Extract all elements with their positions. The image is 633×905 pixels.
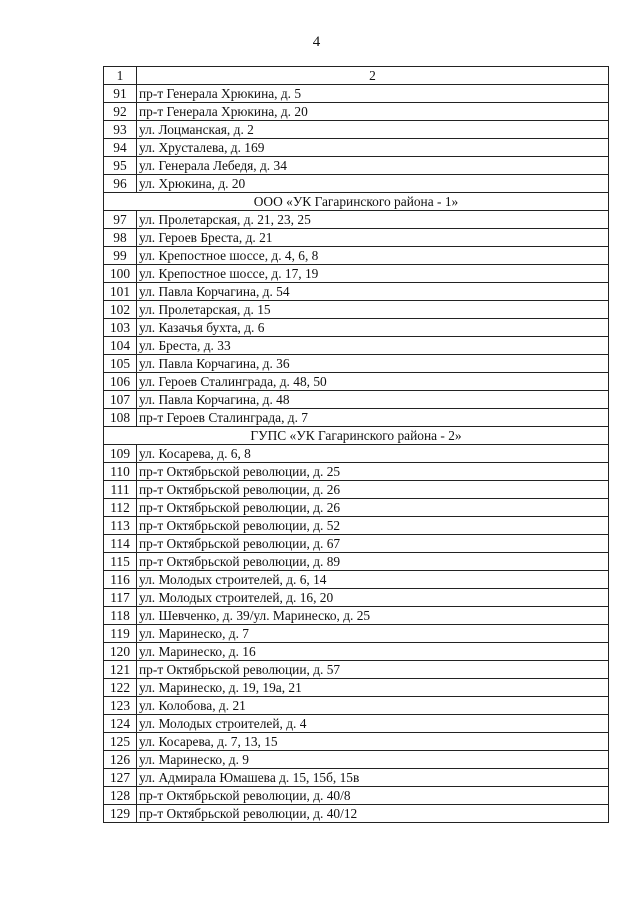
section-title: ГУПС «УК Гагаринского района - 2» bbox=[104, 427, 609, 445]
table-row bbox=[104, 625, 609, 643]
row-address: ул. Хрусталева, д. 169 bbox=[137, 139, 609, 157]
table-row bbox=[104, 553, 609, 571]
row-address: пр-т Октябрьской революции, д. 40/8 bbox=[137, 787, 609, 805]
row-number: 108 bbox=[104, 409, 137, 427]
row-address: ул. Хрюкина, д. 20 bbox=[137, 175, 609, 193]
table-row bbox=[104, 409, 609, 427]
page-number: 4 bbox=[312, 34, 321, 50]
row-number: 106 bbox=[104, 373, 137, 391]
row-number: 123 bbox=[104, 697, 137, 715]
table-row bbox=[104, 337, 609, 355]
table-row bbox=[104, 373, 609, 391]
row-number: 91 bbox=[104, 85, 137, 103]
row-number: 125 bbox=[104, 733, 137, 751]
table-row bbox=[104, 679, 609, 697]
table-body bbox=[104, 67, 609, 823]
table-row bbox=[104, 697, 609, 715]
row-number: 100 bbox=[104, 265, 137, 283]
row-address: ул. Павла Корчагина, д. 54 bbox=[137, 283, 609, 301]
row-address: пр-т Октябрьской революции, д. 52 bbox=[137, 517, 609, 535]
row-address: ул. Павла Корчагина, д. 36 bbox=[137, 355, 609, 373]
row-number: 119 bbox=[104, 625, 137, 643]
table-row bbox=[104, 247, 609, 265]
row-address: пр-т Октябрьской революции, д. 25 bbox=[137, 463, 609, 481]
row-number: 129 bbox=[104, 805, 137, 823]
table-row bbox=[104, 607, 609, 625]
table-row bbox=[104, 157, 609, 175]
table-row bbox=[104, 517, 609, 535]
table-row bbox=[104, 139, 609, 157]
table-row bbox=[104, 85, 609, 103]
row-number: 111 bbox=[104, 481, 137, 499]
row-address: ул. Маринеско, д. 9 bbox=[137, 751, 609, 769]
row-number: 120 bbox=[104, 643, 137, 661]
row-number: 97 bbox=[104, 211, 137, 229]
row-number: 118 bbox=[104, 607, 137, 625]
row-address: пр-т Генерала Хрюкина, д. 20 bbox=[137, 103, 609, 121]
table-row bbox=[104, 571, 609, 589]
row-address: пр-т Героев Сталинграда, д. 7 bbox=[137, 409, 609, 427]
row-address: ул. Пролетарская, д. 21, 23, 25 bbox=[137, 211, 609, 229]
table-row bbox=[104, 499, 609, 517]
row-address: пр-т Октябрьской революции, д. 67 bbox=[137, 535, 609, 553]
row-number: 105 bbox=[104, 355, 137, 373]
address-table bbox=[103, 66, 609, 823]
row-number: 114 bbox=[104, 535, 137, 553]
row-number: 95 bbox=[104, 157, 137, 175]
section-title: ООО «УК Гагаринского района - 1» bbox=[104, 193, 609, 211]
row-address: ул. Бреста, д. 33 bbox=[137, 337, 609, 355]
table-row bbox=[104, 787, 609, 805]
table-row bbox=[104, 175, 609, 193]
row-address: ул. Пролетарская, д. 15 bbox=[137, 301, 609, 319]
row-address: ул. Маринеско, д. 7 bbox=[137, 625, 609, 643]
table-row bbox=[104, 805, 609, 823]
row-number: 116 bbox=[104, 571, 137, 589]
row-address: ул. Маринеско, д. 19, 19а, 21 bbox=[137, 679, 609, 697]
table-row bbox=[104, 391, 609, 409]
row-address: пр-т Октябрьской революции, д. 26 bbox=[137, 499, 609, 517]
row-address: пр-т Октябрьской революции, д. 89 bbox=[137, 553, 609, 571]
row-number: 92 bbox=[104, 103, 137, 121]
row-address: ул. Шевченко, д. 39/ул. Маринеско, д. 25 bbox=[137, 607, 609, 625]
table-row bbox=[104, 733, 609, 751]
row-number: 122 bbox=[104, 679, 137, 697]
table-row bbox=[104, 463, 609, 481]
table-row bbox=[104, 121, 609, 139]
row-address: пр-т Генерала Хрюкина, д. 5 bbox=[137, 85, 609, 103]
row-number: 128 bbox=[104, 787, 137, 805]
row-address: ул. Крепостное шоссе, д. 17, 19 bbox=[137, 265, 609, 283]
table-header-row bbox=[104, 67, 609, 85]
section-header-row bbox=[104, 193, 609, 211]
table-row bbox=[104, 103, 609, 121]
row-number: 98 bbox=[104, 229, 137, 247]
header-col-1: 1 bbox=[104, 67, 137, 85]
row-number: 127 bbox=[104, 769, 137, 787]
row-address: ул. Павла Корчагина, д. 48 bbox=[137, 391, 609, 409]
row-number: 113 bbox=[104, 517, 137, 535]
table-row bbox=[104, 751, 609, 769]
row-address: ул. Молодых строителей, д. 16, 20 bbox=[137, 589, 609, 607]
row-number: 103 bbox=[104, 319, 137, 337]
row-number: 94 bbox=[104, 139, 137, 157]
row-address: ул. Генерала Лебедя, д. 34 bbox=[137, 157, 609, 175]
table-row bbox=[104, 643, 609, 661]
row-address: пр-т Октябрьской революции, д. 40/12 bbox=[137, 805, 609, 823]
row-address: ул. Героев Сталинграда, д. 48, 50 bbox=[137, 373, 609, 391]
row-address: пр-т Октябрьской революции, д. 26 bbox=[137, 481, 609, 499]
header-col-2: 2 bbox=[137, 67, 609, 85]
row-number: 109 bbox=[104, 445, 137, 463]
table-row bbox=[104, 301, 609, 319]
table-row bbox=[104, 211, 609, 229]
row-address: ул. Колобова, д. 21 bbox=[137, 697, 609, 715]
table-row bbox=[104, 265, 609, 283]
table-row bbox=[104, 445, 609, 463]
row-address: ул. Лоцманская, д. 2 bbox=[137, 121, 609, 139]
row-address: ул. Косарева, д. 7, 13, 15 bbox=[137, 733, 609, 751]
row-address: ул. Героев Бреста, д. 21 bbox=[137, 229, 609, 247]
row-number: 112 bbox=[104, 499, 137, 517]
row-number: 115 bbox=[104, 553, 137, 571]
row-number: 121 bbox=[104, 661, 137, 679]
row-address: ул. Казачья бухта, д. 6 bbox=[137, 319, 609, 337]
table-row bbox=[104, 229, 609, 247]
row-address: ул. Адмирала Юмашева д. 15, 15б, 15в bbox=[137, 769, 609, 787]
table-row bbox=[104, 283, 609, 301]
table-row bbox=[104, 769, 609, 787]
row-number: 99 bbox=[104, 247, 137, 265]
row-address: пр-т Октябрьской революции, д. 57 bbox=[137, 661, 609, 679]
row-number: 96 bbox=[104, 175, 137, 193]
row-number: 126 bbox=[104, 751, 137, 769]
row-number: 104 bbox=[104, 337, 137, 355]
row-number: 107 bbox=[104, 391, 137, 409]
row-number: 110 bbox=[104, 463, 137, 481]
row-address: ул. Маринеско, д. 16 bbox=[137, 643, 609, 661]
row-number: 117 bbox=[104, 589, 137, 607]
row-number: 102 bbox=[104, 301, 137, 319]
row-address: ул. Молодых строителей, д. 6, 14 bbox=[137, 571, 609, 589]
table-row bbox=[104, 355, 609, 373]
row-number: 101 bbox=[104, 283, 137, 301]
table-row bbox=[104, 319, 609, 337]
section-header-row bbox=[104, 427, 609, 445]
table-row bbox=[104, 481, 609, 499]
row-address: ул. Молодых строителей, д. 4 bbox=[137, 715, 609, 733]
table-row bbox=[104, 715, 609, 733]
row-number: 124 bbox=[104, 715, 137, 733]
row-address: ул. Крепостное шоссе, д. 4, 6, 8 bbox=[137, 247, 609, 265]
table-row bbox=[104, 535, 609, 553]
table-row bbox=[104, 589, 609, 607]
row-number: 93 bbox=[104, 121, 137, 139]
row-address: ул. Косарева, д. 6, 8 bbox=[137, 445, 609, 463]
table-row bbox=[104, 661, 609, 679]
